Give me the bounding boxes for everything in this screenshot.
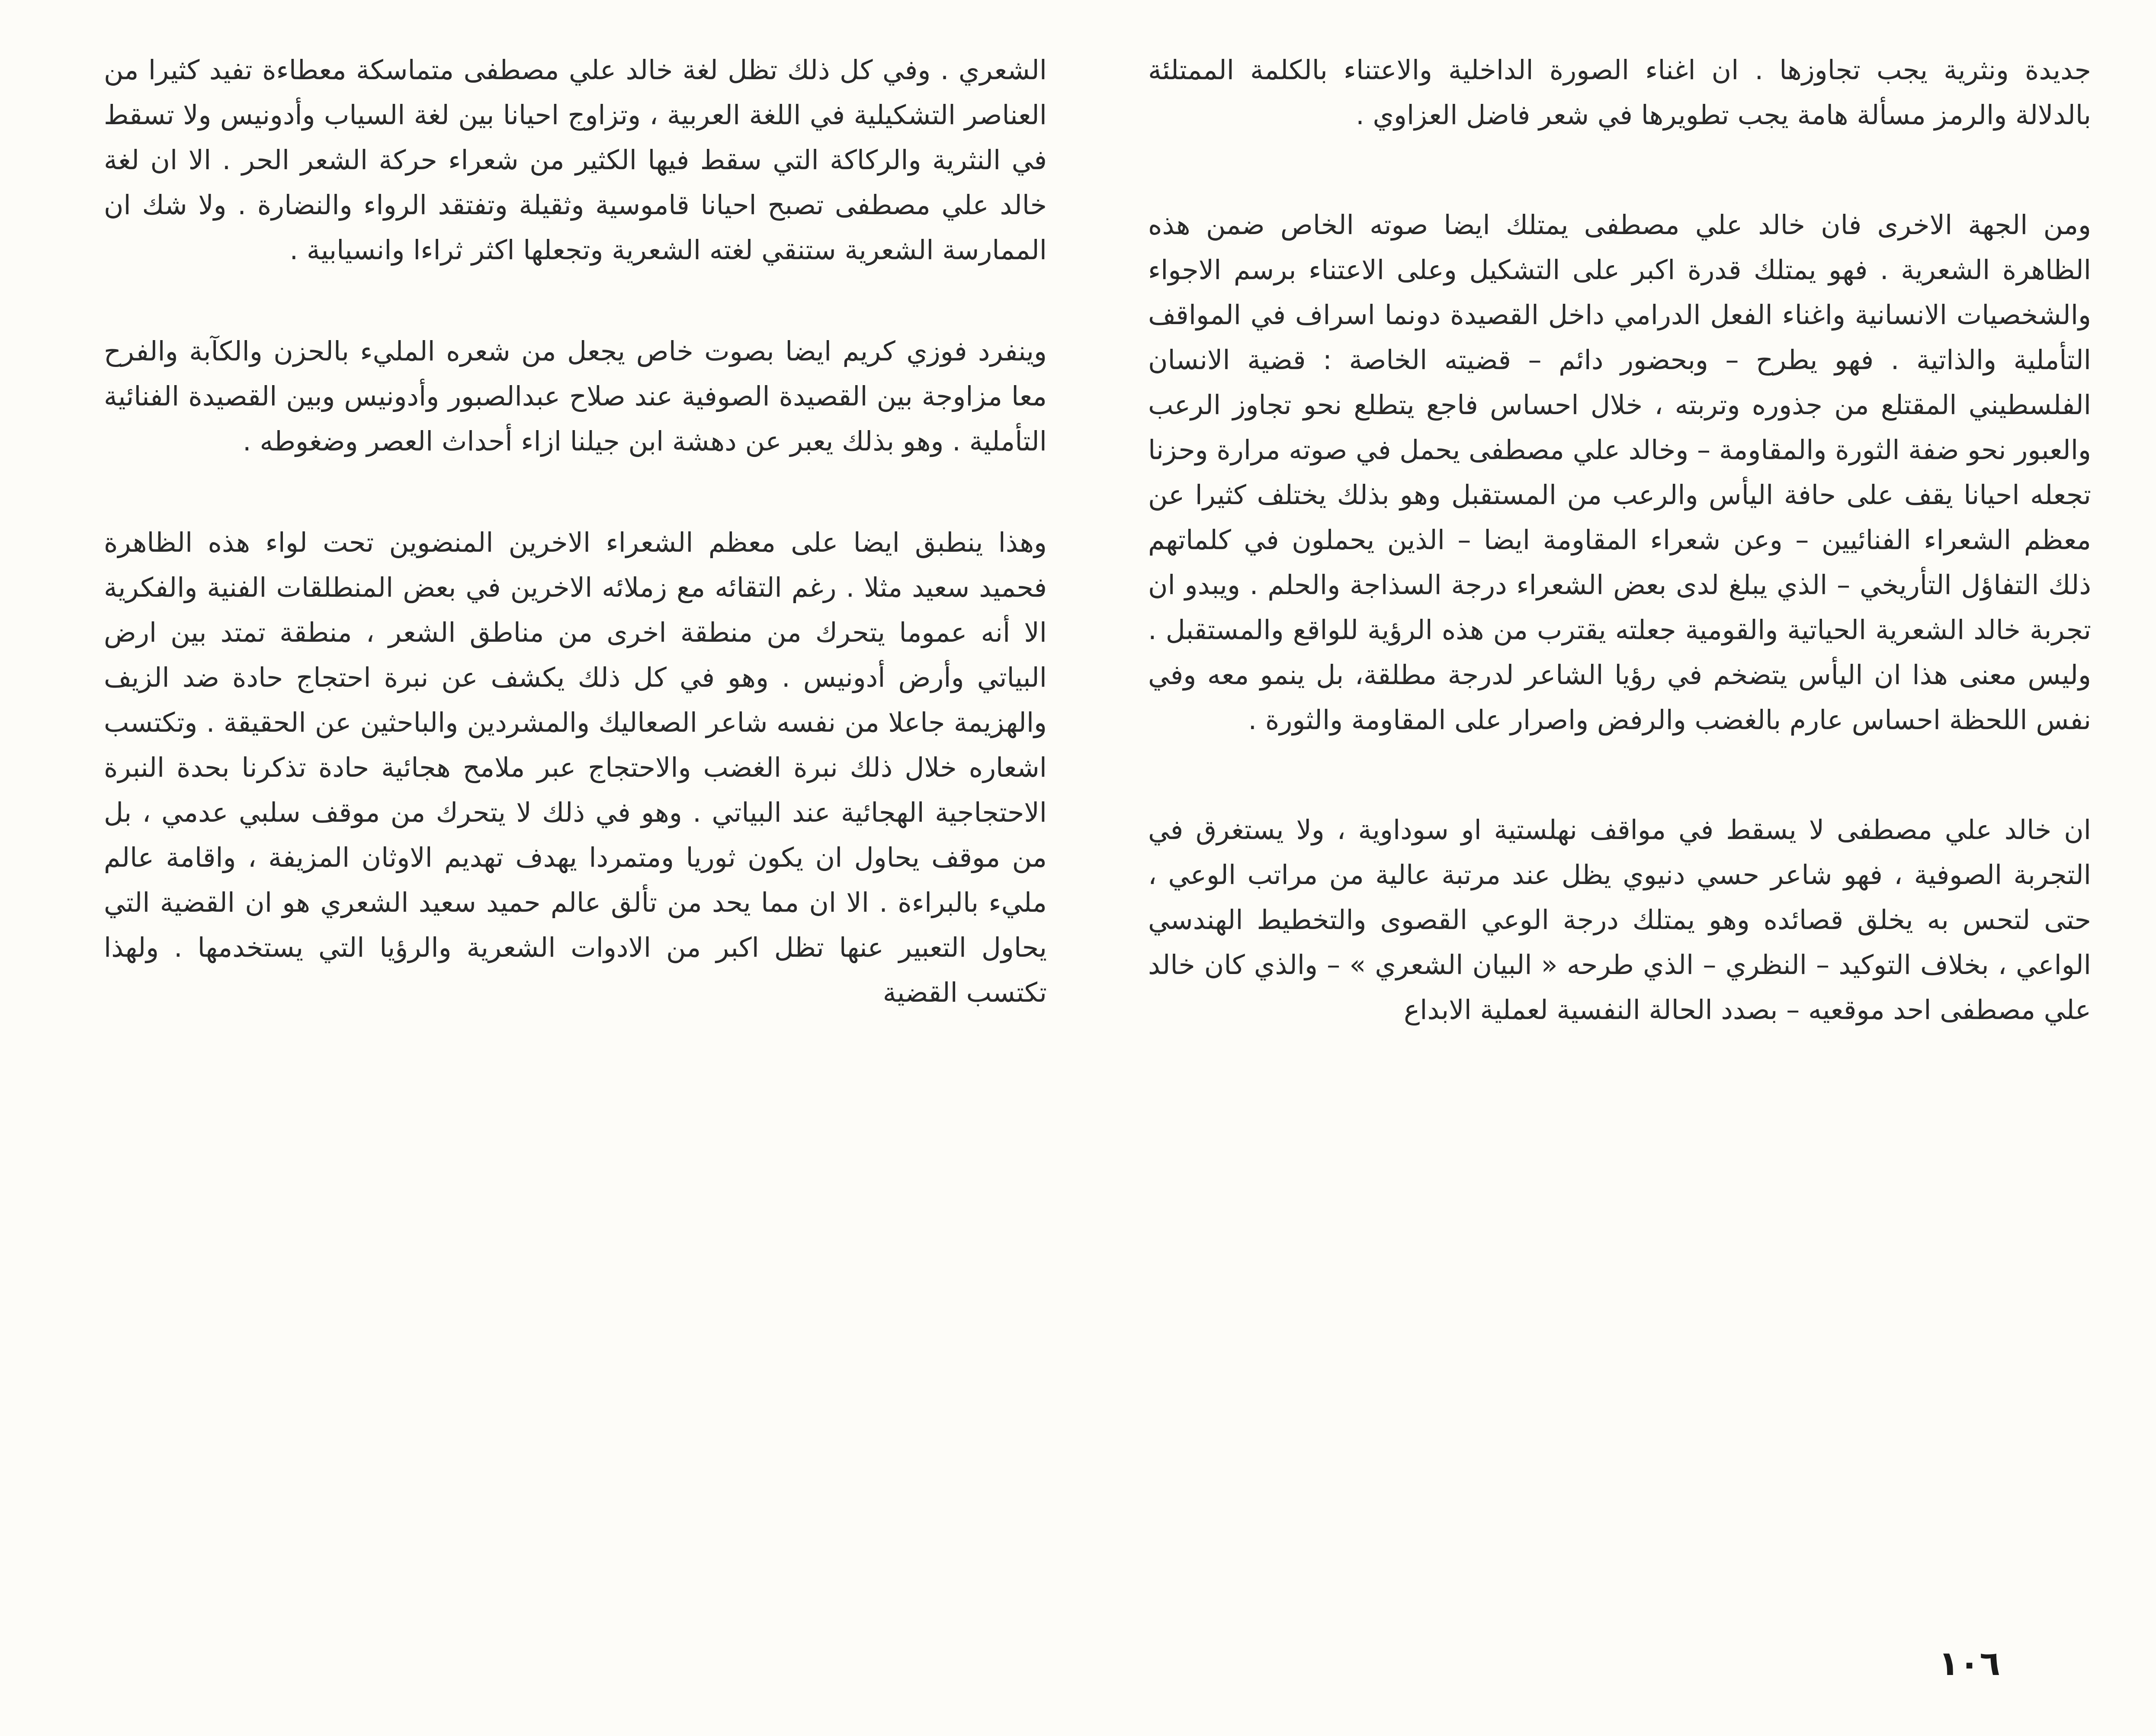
- right-paragraph-3: ان خالد علي مصطفى لا يسقط في مواقف نهلستية او سوداوية ، ولا يستغرق في التجربة الصوفية ، فهو شاعر حسي دنيوي يظل عند مرتبة عالية من مراتب الوعي ، حتى لتحس به يخلق قصائده وهو يمتلك درجة الوعي القصوى والتخطيط الهندسي الواعي ، بخلاف التوكيد – النظري – الذي طرحه « البيان الشعري » – والذي كان خالد علي مصطفى احد موقعيه – بصدد الحالة النفسية لعملية الابداع: [1148, 814, 2091, 1026]
- page-number: ١٠٦: [1938, 1644, 2000, 1683]
- right-paragraph-2: ومن الجهة الاخرى فان خالد علي مصطفى يمتلك ايضا صوته الخاص ضمن هذه الظاهرة الشعرية . فهو يمتلك قدرة اكبر على التشكيل وعلى الاعتناء برسم الاجواء والشخصيات الانسانية واغناء الفعل الدرامي داخل القصيدة دونما اسراف في المواقف التأملية والذاتية . فهو يطرح – وبحضور دائم – قضيته الخاصة : قضية الانسان الفلسطيني المقتلع من جذوره وتربته ، خلال احساس فاجع يتطلع نحو تجاوز الرعب والعبور نحو ضفة الثورة والمقاومة – وخالد علي مصطفى يحمل في صوته مرارة وحزنا تجعله احيانا يقف على حافة اليأس والرعب من المستقبل وهو بذلك يختلف كثيرا عن معظم الشعراء الفنائيين – وعن شعراء المقاومة ايضا – الذين يحملون في كلماتهم ذلك التفاؤل التأريخي – الذي يبلغ لدى بعض الشعراء درجة السذاجة والحلم . ويبدو ان تجربة خالد الشعرية الحياتية والقومية جعلته يقترب من هذه الرؤية للواقع والمستقبل . وليس معنى هذا ان اليأس يتضخم في رؤيا الشاعر لدرجة مطلقة، بل ينمو معه وفي نفس اللحظة احساس عارم بالغضب والرفض واصرار على المقاومة والثورة .: [1148, 209, 2091, 736]
- left-text-column: [104, 48, 1047, 1015]
- right-text-column: [1148, 48, 2091, 1032]
- right-paragraph-1: جديدة ونثرية يجب تجاوزها . ان اغناء الصورة الداخلية والاعتناء بالكلمة الممتلئة بالدلالة والرمز مسألة هامة يجب تطويرها في شعر فاضل العزاوي .: [1148, 54, 2091, 131]
- left-paragraph-3: وهذا ينطبق ايضا على معظم الشعراء الاخرين المنضوين تحت لواء هذه الظاهرة فحميد سعيد مثلا . رغم التقائه مع زملائه الاخرين في بعض المنطلقات الفنية والفكرية الا أنه عموما يتحرك من منطقة اخرى من مناطق الشعر ، منطقة تمتد بين ارض البياتي وأرض أدونيس . وهو في كل ذلك يكشف عن نبرة احتجاج حادة ضد الزيف والهزيمة جاعلا من نفسه شاعر الصعاليك والمشردين والباحثين عن الحقيقة . وتكتسب اشعاره خلال ذلك نبرة الغضب والاحتجاج عبر ملامح هجائية حادة تذكرنا بحدة النبرة الاحتجاجية الهجائية عند البياتي . وهو في ذلك لا يتحرك من موقف سلبي عدمي ، بل من موقف يحاول ان يكون ثوريا ومتمردا يهدف تهديم الاوثان المزيفة ، واقامة عالم مليء بالبراءة . الا ان مما يحد من تألق عالم حميد سعيد الشعري هو ان القضية التي يحاول التعبير عنها تظل اكبر من الادوات الشعرية والرؤيا التي يستخدمها . ولهذا تكتسب القضية: [104, 527, 1047, 1008]
- left-paragraph-1: الشعري . وفي كل ذلك تظل لغة خالد علي مصطفى متماسكة معطاءة تفيد كثيرا من العناصر التشكيلية في اللغة العربية ، وتزاوج احيانا بين لغة السياب وأدونيس ولا تسقط في النثرية والركاكة التي سقط فيها الكثير من شعراء حركة الشعر الحر . الا ان لغة خالد علي مصطفى تصبح احيانا قاموسية وثقيلة وتفتقد الرواء والنضارة . ولا شك ان الممارسة الشعرية ستنقي لغته الشعرية وتجعلها اكثر ثراءا وانسيابية .: [104, 54, 1047, 266]
- left-paragraph-2: وينفرد فوزي كريم ايضا بصوت خاص يجعل من شعره المليء بالحزن والكآبة والفرح معا مزاوجة بين القصيدة الصوفية عند صلاح عبدالصبور وأدونيس وبين القصيدة الفنائية التأملية . وهو بذلك يعبر عن دهشة ابن جيلنا ازاء أحداث العصر وضغوطه .: [104, 335, 1047, 457]
